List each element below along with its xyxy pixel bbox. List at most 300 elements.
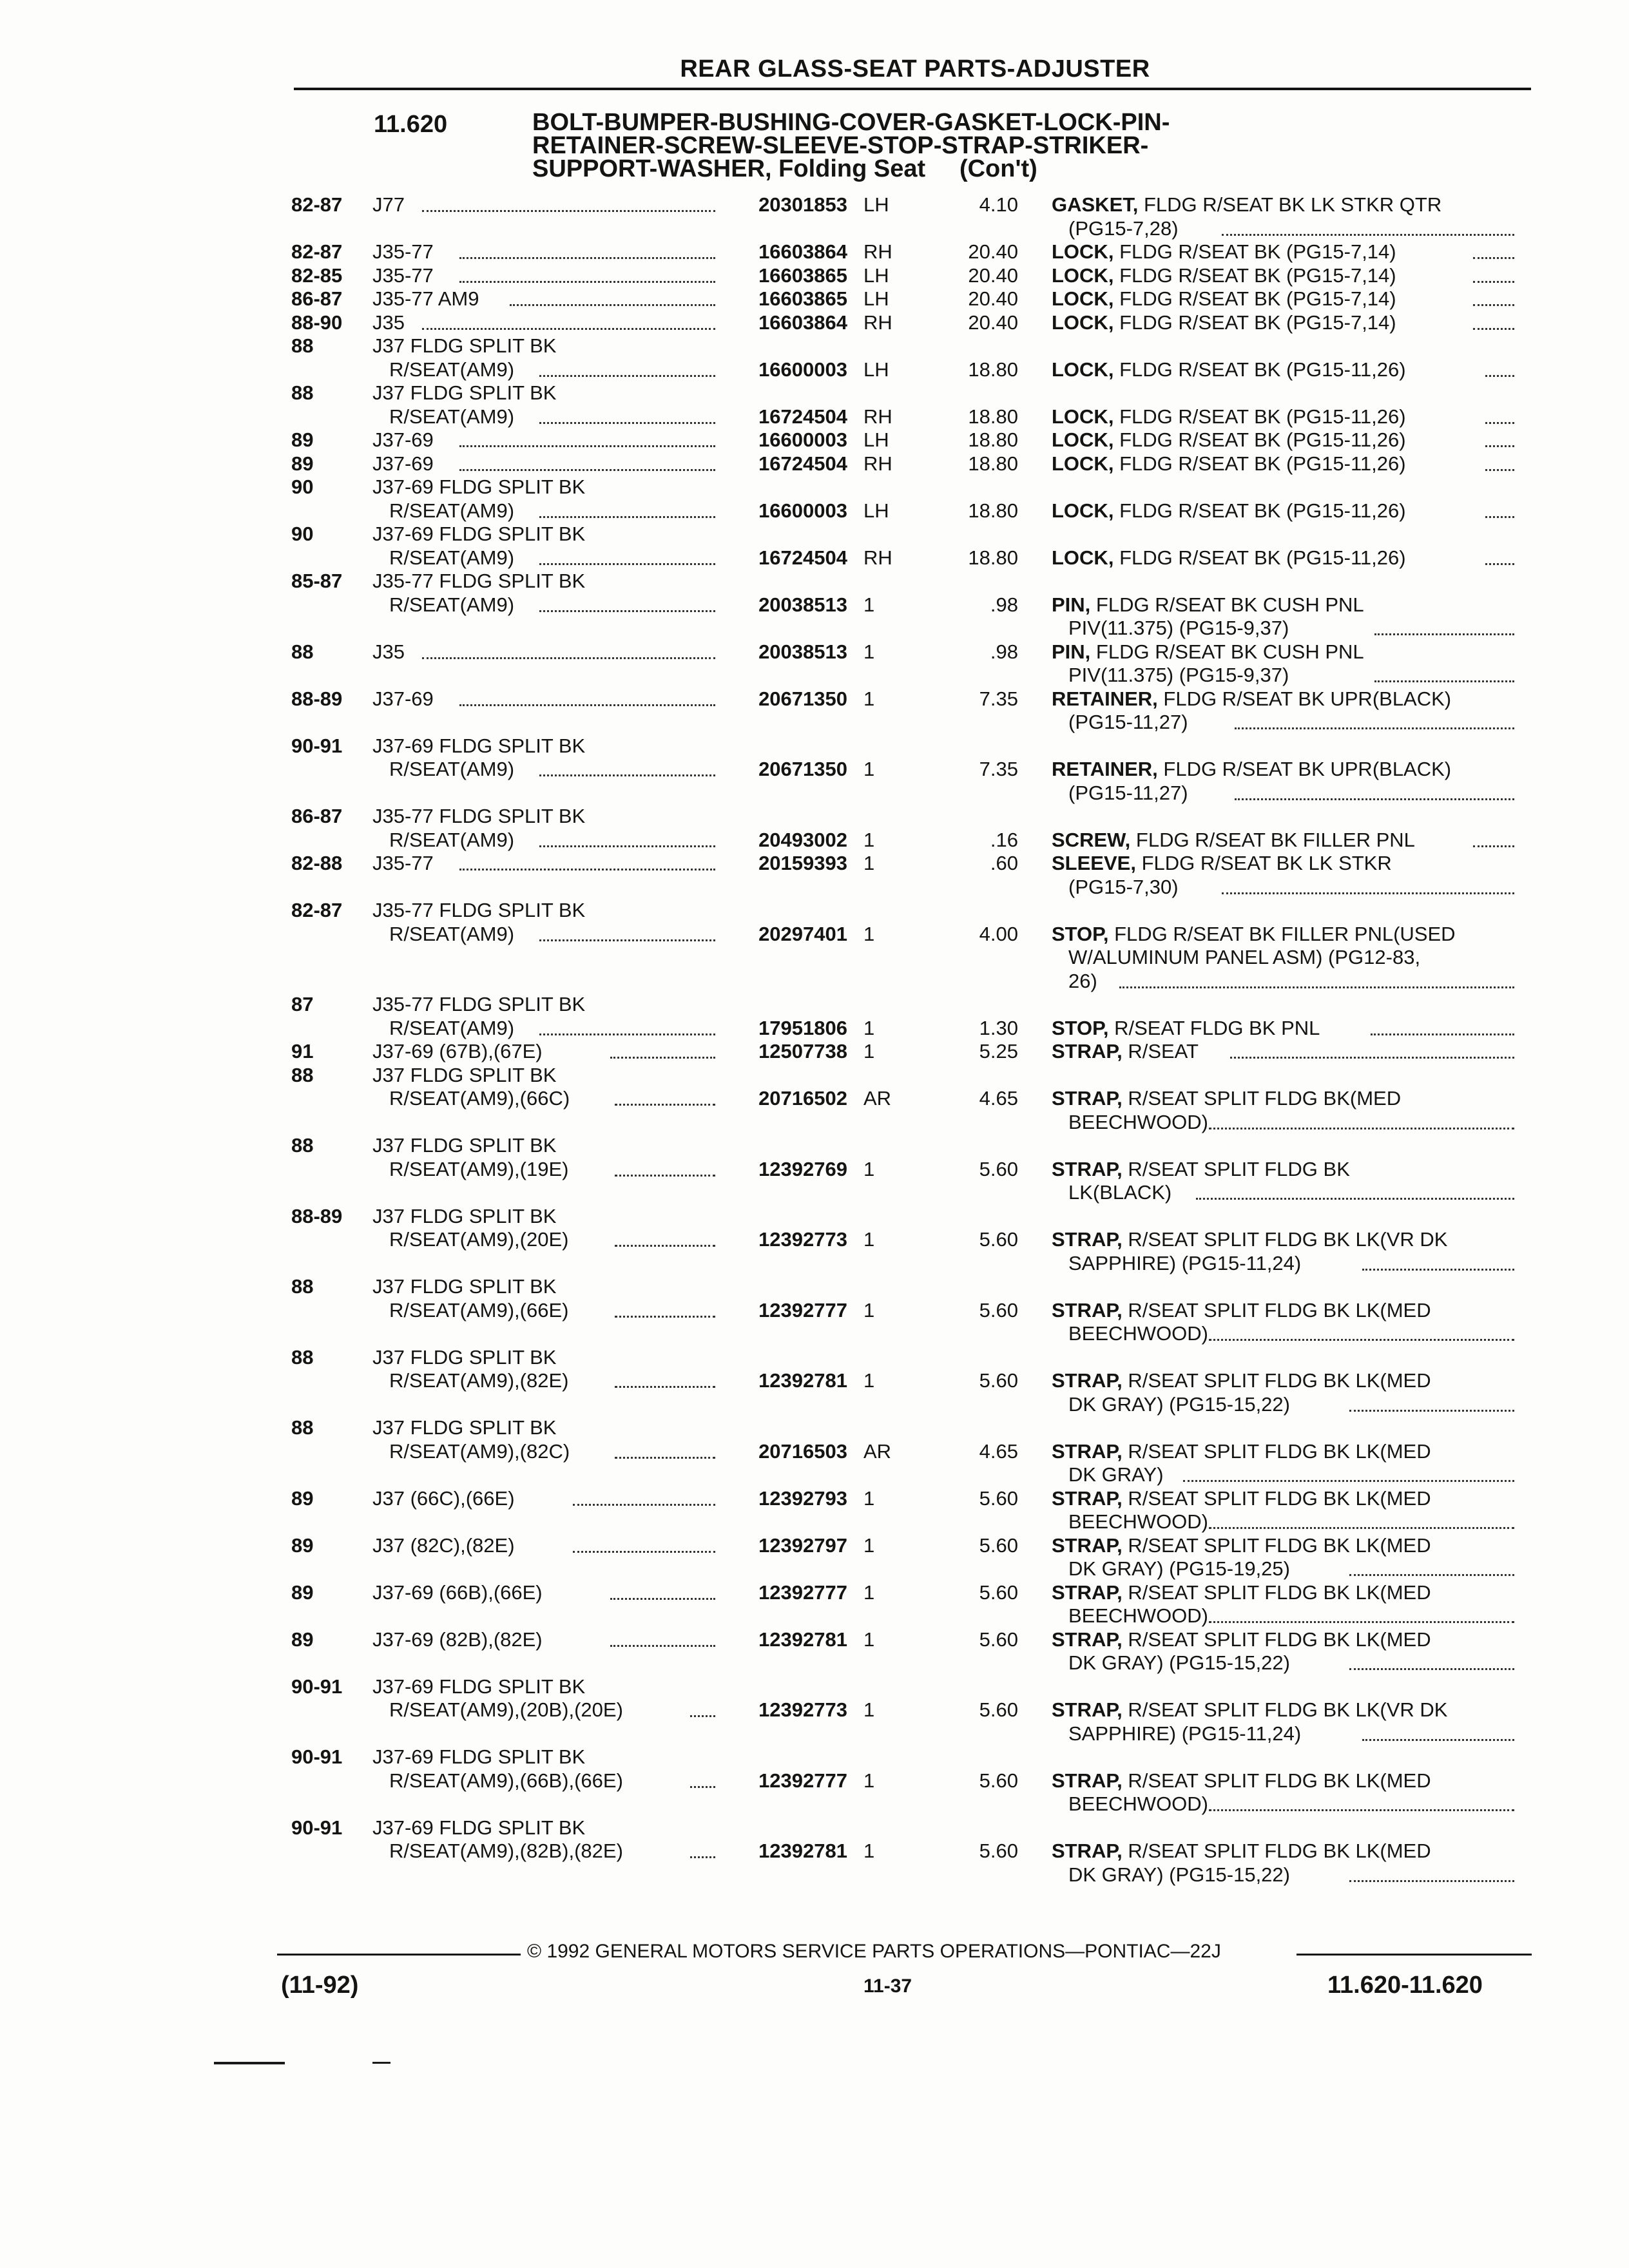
part-description <box>1052 311 1396 335</box>
quantity: 1 <box>863 922 875 945</box>
part-name: RETAINER, <box>1052 687 1158 710</box>
part-number: 16724504 <box>758 452 847 475</box>
model-code: J37 FLDG SPLIT BK <box>372 334 557 357</box>
model-code: R/SEAT(AM9),(66E) <box>389 1298 569 1321</box>
part-description <box>1052 1299 1431 1323</box>
model-code: R/SEAT(AM9),(82C) <box>389 1439 570 1463</box>
price: 20.40 <box>968 311 1018 334</box>
part-number: 12392769 <box>758 1157 847 1180</box>
part-name: SCREW, <box>1052 828 1131 851</box>
model-code: R/SEAT(AM9),(20B),(20E) <box>389 1698 623 1721</box>
parts-entry <box>0 899 1629 993</box>
part-description <box>1052 546 1406 570</box>
part-name: LOCK, <box>1052 358 1114 381</box>
model-year: 88 <box>291 334 314 357</box>
part-description <box>1052 1369 1431 1393</box>
parts-entry <box>0 476 1629 523</box>
part-description <box>1052 358 1406 382</box>
model-year: 89 <box>291 452 314 475</box>
model-code: J37 FLDG SPLIT BK <box>372 1063 557 1086</box>
footer-section-range: 11.620-11.620 <box>1327 1972 1483 1999</box>
leader-dots <box>1209 1338 1514 1341</box>
part-name: STRAP, <box>1052 1439 1123 1463</box>
parts-entry <box>0 640 1629 687</box>
part-description <box>1052 1698 1447 1722</box>
model-year: 89 <box>291 1486 314 1510</box>
parts-entry <box>0 1275 1629 1346</box>
part-description-text: BEECHWOOD) <box>1068 1322 1208 1345</box>
part-description <box>1052 593 1364 617</box>
price: 20.40 <box>968 264 1018 287</box>
part-description-text: SAPPHIRE) (PG15-11,24) <box>1068 1722 1302 1745</box>
parts-entry <box>0 264 1629 288</box>
part-description-text: BEECHWOOD) <box>1068 1604 1208 1627</box>
quantity: 1 <box>863 1016 875 1039</box>
model-code: J37 (82C),(82E) <box>372 1533 515 1557</box>
model-code: J37 (66C),(66E) <box>372 1486 515 1510</box>
part-name: LOCK, <box>1052 311 1114 334</box>
part-number: 16600003 <box>758 358 847 381</box>
model-code: J37-69 FLDG SPLIT BK <box>372 523 586 545</box>
parts-entry <box>0 381 1629 428</box>
part-description-text: R/SEAT SPLIT FLDG BK LK(MED <box>1128 1769 1431 1792</box>
quantity: 1 <box>863 1628 875 1651</box>
price: 5.60 <box>979 1769 1018 1792</box>
part-description-text: FLDG R/SEAT BK LK STKR <box>1141 852 1392 874</box>
footer-date: (11-92) <box>281 1972 359 1999</box>
price: 5.60 <box>979 1369 1018 1392</box>
part-description-text: R/SEAT <box>1128 1040 1199 1062</box>
part-name: LOCK, <box>1052 264 1114 287</box>
model-code: R/SEAT(AM9) <box>389 922 515 945</box>
leader-dots <box>1230 1055 1514 1059</box>
part-name: STRAP, <box>1052 1228 1123 1251</box>
part-name: GASKET, <box>1052 193 1139 216</box>
leader-dots <box>1371 1032 1514 1035</box>
footer-page-number: 11-37 <box>863 1975 912 1997</box>
model-code: R/SEAT(AM9),(19E) <box>389 1157 569 1180</box>
part-description-text: FLDG R/SEAT BK (PG15-7,14) <box>1119 240 1396 263</box>
price: 5.60 <box>979 1486 1018 1510</box>
leader-dots <box>1374 632 1514 635</box>
part-description <box>1068 1393 1290 1417</box>
leader-dots <box>1485 515 1514 518</box>
model-code: J35-77 <box>372 240 434 263</box>
leader-dots <box>1485 444 1514 447</box>
price: 5.60 <box>979 1581 1018 1604</box>
price: 5.60 <box>979 1840 1018 1862</box>
part-description <box>1052 452 1406 476</box>
part-name: STRAP, <box>1052 1581 1123 1604</box>
part-description <box>1052 1228 1447 1252</box>
part-description <box>1052 287 1396 311</box>
part-description <box>1052 1534 1431 1558</box>
model-year: 88 <box>291 1275 314 1298</box>
part-name: LOCK, <box>1052 405 1114 428</box>
price: 7.35 <box>979 758 1018 780</box>
part-number: 17951806 <box>758 1016 847 1039</box>
price: 20.40 <box>968 287 1018 310</box>
quantity: LH <box>863 193 889 216</box>
price: 4.00 <box>979 922 1018 945</box>
price: .16 <box>990 828 1018 851</box>
part-description-text: FLDG R/SEAT BK CUSH PNL <box>1095 593 1364 616</box>
part-description-text: FLDG R/SEAT BK (PG15-7,14) <box>1119 311 1396 334</box>
model-code: R/SEAT(AM9) <box>389 358 515 381</box>
part-number: 16603865 <box>758 287 847 310</box>
model-code: R/SEAT(AM9) <box>389 546 515 569</box>
price: 18.80 <box>968 452 1018 475</box>
quantity: LH <box>863 264 889 287</box>
part-description-text: FLDG R/SEAT BK FILLER PNL <box>1135 828 1415 851</box>
model-code: J37 FLDG SPLIT BK <box>372 1134 557 1157</box>
model-code: R/SEAT(AM9) <box>389 499 515 522</box>
model-year: 89 <box>291 1581 314 1604</box>
part-description-text: DK GRAY) (PG15-15,22) <box>1068 1863 1290 1886</box>
part-description-text: PIV(11.375) (PG15-9,37) <box>1068 664 1289 686</box>
part-description <box>1068 617 1289 640</box>
leader-dots <box>1485 468 1514 471</box>
parts-entry <box>0 805 1629 852</box>
part-name: LOCK, <box>1052 287 1114 310</box>
part-description <box>1068 970 1097 994</box>
part-name: STOP, <box>1052 1016 1109 1039</box>
model-year: 87 <box>291 993 314 1015</box>
price: 4.10 <box>979 193 1018 216</box>
parts-entry <box>0 428 1629 452</box>
leader-dots <box>1209 1126 1514 1129</box>
section-number: 11.620 <box>374 111 448 138</box>
part-number: 16603864 <box>758 311 847 334</box>
part-description-text: BEECHWOOD) <box>1068 1510 1208 1533</box>
part-name: STRAP, <box>1052 1486 1123 1510</box>
model-code: J37-69 FLDG SPLIT BK <box>372 1745 586 1768</box>
part-description-text: R/SEAT SPLIT FLDG BK(MED <box>1128 1087 1402 1110</box>
quantity: 1 <box>863 828 875 851</box>
section-title-line: BOLT-BUMPER-BUSHING-COVER-GASKET-LOCK-PIN- <box>532 109 1170 136</box>
part-number: 12392773 <box>758 1228 847 1251</box>
part-description <box>1068 1792 1208 1816</box>
leader-dots <box>1222 891 1514 894</box>
model-code: J35 <box>372 311 405 334</box>
parts-entry <box>0 240 1629 264</box>
section-title <box>532 111 1434 180</box>
part-description <box>1052 1040 1199 1064</box>
price: 4.65 <box>979 1087 1018 1110</box>
parts-entry <box>0 1581 1629 1628</box>
part-name: PIN, <box>1052 593 1091 616</box>
footer-copyright: © 1992 GENERAL MOTORS SERVICE PARTS OPERATIONS—PONTIAC—22J <box>527 1941 1221 1962</box>
part-description-text: R/SEAT SPLIT FLDG BK LK(MED <box>1128 1840 1431 1862</box>
part-description-text: FLDG R/SEAT BK (PG15-11,26) <box>1119 452 1406 475</box>
part-description-text: R/SEAT FLDG BK PNL <box>1114 1016 1320 1039</box>
part-description-text: FLDG R/SEAT BK (PG15-11,26) <box>1119 499 1406 522</box>
model-code: J37-69 FLDG SPLIT BK <box>372 1816 586 1839</box>
model-code: J35-77 FLDG SPLIT BK <box>372 570 586 592</box>
price: 18.80 <box>968 358 1018 381</box>
parts-entry <box>0 193 1629 240</box>
parts-entry <box>0 735 1629 805</box>
parts-entry <box>0 1040 1629 1064</box>
part-name: STOP, <box>1052 922 1109 945</box>
leader-dots <box>1485 421 1514 424</box>
part-description-text: (PG15-11,27) <box>1068 711 1188 733</box>
part-number: 20297401 <box>758 922 847 945</box>
model-code: R/SEAT(AM9),(82B),(82E) <box>389 1840 623 1862</box>
parts-entry <box>0 1416 1629 1487</box>
model-year: 88-90 <box>291 311 343 334</box>
parts-entry <box>0 1675 1629 1746</box>
model-code: J37-69 (82B),(82E) <box>372 1628 543 1651</box>
quantity: 1 <box>863 852 875 874</box>
model-code: R/SEAT(AM9),(20E) <box>389 1228 569 1251</box>
quantity: RH <box>863 546 892 569</box>
part-name: LOCK, <box>1052 499 1114 522</box>
part-description <box>1052 829 1415 852</box>
model-code: R/SEAT(AM9),(66B),(66E) <box>389 1769 623 1792</box>
model-year: 88 <box>291 1063 314 1086</box>
model-code: J37-69 FLDG SPLIT BK <box>372 1675 586 1698</box>
model-year: 89 <box>291 1533 314 1557</box>
price: 5.25 <box>979 1040 1018 1062</box>
price: 5.60 <box>979 1298 1018 1321</box>
model-code: R/SEAT(AM9) <box>389 758 515 780</box>
model-year: 82-88 <box>291 852 343 874</box>
quantity: 1 <box>863 1840 875 1862</box>
part-number: 20038513 <box>758 640 847 663</box>
part-description-text: DK GRAY) (PG15-19,25) <box>1068 1557 1290 1580</box>
model-code: J35-77 <box>372 264 434 287</box>
parts-entry <box>0 1205 1629 1276</box>
leader-dots <box>1235 797 1514 800</box>
leader-dots <box>1183 1479 1514 1482</box>
price: 5.60 <box>979 1698 1018 1721</box>
part-name: STRAP, <box>1052 1628 1123 1651</box>
part-name: STRAP, <box>1052 1533 1123 1557</box>
quantity: RH <box>863 240 892 263</box>
quantity: 1 <box>863 640 875 663</box>
model-code: J37-69 FLDG SPLIT BK <box>372 476 586 498</box>
part-description-text: FLDG R/SEAT BK UPR(BLACK) <box>1163 758 1452 780</box>
model-year: 91 <box>291 1040 314 1062</box>
model-year: 88 <box>291 1134 314 1157</box>
quantity: LH <box>863 428 889 451</box>
part-description-text: FLDG R/SEAT BK (PG15-11,26) <box>1119 405 1406 428</box>
model-code: J35-77 FLDG SPLIT BK <box>372 899 586 921</box>
part-description-text: R/SEAT SPLIT FLDG BK LK(MED <box>1128 1581 1431 1604</box>
model-code: J37 FLDG SPLIT BK <box>372 1275 557 1298</box>
parts-entry <box>0 311 1629 335</box>
parts-entry <box>0 1534 1629 1581</box>
part-name: LOCK, <box>1052 240 1114 263</box>
part-description-text: FLDG R/SEAT BK (PG15-11,26) <box>1119 546 1406 569</box>
part-description-text: R/SEAT SPLIT FLDG BK LK(MED <box>1128 1628 1431 1651</box>
part-number: 20493002 <box>758 828 847 851</box>
model-year: 88 <box>291 1416 314 1439</box>
model-code: J37 FLDG SPLIT BK <box>372 1345 557 1369</box>
part-description-text: SAPPHIRE) (PG15-11,24) <box>1068 1251 1302 1274</box>
model-year: 82-85 <box>291 264 343 287</box>
model-code: J77 <box>372 193 405 216</box>
price: 18.80 <box>968 405 1018 428</box>
part-description <box>1052 405 1406 429</box>
parts-entry <box>0 993 1629 1040</box>
leader-dots <box>1473 844 1514 847</box>
part-description <box>1068 1181 1171 1205</box>
part-number: 12392781 <box>758 1840 847 1862</box>
part-description-text: FLDG R/SEAT BK (PG15-11,26) <box>1119 358 1406 381</box>
part-description <box>1068 1463 1164 1487</box>
part-description <box>1068 1322 1208 1346</box>
part-description-text: FLDG R/SEAT BK FILLER PNL(USED <box>1114 922 1456 945</box>
part-description-text: 26) <box>1068 969 1097 992</box>
part-name: STRAP, <box>1052 1840 1123 1862</box>
part-name: STRAP, <box>1052 1087 1123 1110</box>
quantity: 1 <box>863 1369 875 1392</box>
part-description-text: R/SEAT SPLIT FLDG BK LK(MED <box>1128 1369 1431 1392</box>
model-code: J35 <box>372 640 405 663</box>
model-code: J37-69 (67B),(67E) <box>372 1040 543 1062</box>
quantity: AR <box>863 1087 892 1110</box>
part-number: 20671350 <box>758 687 847 710</box>
part-number: 20716502 <box>758 1087 847 1110</box>
part-name: PIN, <box>1052 640 1091 663</box>
model-code: R/SEAT(AM9) <box>389 1016 515 1039</box>
part-name: LOCK, <box>1052 428 1114 451</box>
part-number: 20038513 <box>758 593 847 616</box>
model-year: 90-91 <box>291 1745 343 1768</box>
parts-entry <box>0 1064 1629 1135</box>
model-code: R/SEAT(AM9) <box>389 405 515 428</box>
leader-dots <box>1473 256 1514 259</box>
part-description <box>1068 711 1188 735</box>
part-number: 20671350 <box>758 758 847 780</box>
quantity: RH <box>863 452 892 475</box>
model-year: 86-87 <box>291 287 343 310</box>
price: 18.80 <box>968 428 1018 451</box>
model-year: 90-91 <box>291 1675 343 1698</box>
part-description-text: BEECHWOOD) <box>1068 1792 1208 1815</box>
footer-rule-left <box>277 1954 521 1956</box>
part-description <box>1068 1651 1290 1675</box>
quantity: 1 <box>863 758 875 780</box>
part-number: 16603864 <box>758 240 847 263</box>
part-description-text: FLDG R/SEAT BK (PG15-7,14) <box>1119 264 1396 287</box>
parts-entry <box>0 1134 1629 1205</box>
part-description <box>1068 664 1289 687</box>
model-code: R/SEAT(AM9),(66C) <box>389 1087 570 1110</box>
part-description <box>1052 1769 1431 1793</box>
leader-dots <box>1362 1267 1514 1271</box>
price: 20.40 <box>968 240 1018 263</box>
leader-dots <box>1209 1526 1514 1529</box>
part-number: 12392777 <box>758 1298 847 1321</box>
model-year: 90-91 <box>291 734 343 757</box>
part-description-text: FLDG R/SEAT BK (PG15-7,14) <box>1119 287 1396 310</box>
model-year: 82-87 <box>291 193 343 216</box>
part-description <box>1068 1510 1208 1534</box>
quantity: 1 <box>863 593 875 616</box>
parts-entry <box>0 523 1629 570</box>
part-description <box>1052 852 1392 876</box>
part-description <box>1052 923 1456 947</box>
parts-entry <box>0 1487 1629 1534</box>
part-description-text: FLDG R/SEAT BK CUSH PNL <box>1095 640 1364 663</box>
part-name: STRAP, <box>1052 1298 1123 1321</box>
part-description-text: PIV(11.375) (PG15-9,37) <box>1068 617 1289 639</box>
part-description-text: R/SEAT SPLIT FLDG BK <box>1128 1157 1350 1180</box>
quantity: 1 <box>863 1298 875 1321</box>
part-description <box>1068 1111 1208 1135</box>
part-description-text: W/ALUMINUM PANEL ASM) (PG12-83, <box>1068 946 1421 968</box>
model-code: J37-69 <box>372 452 434 475</box>
leader-dots <box>1473 327 1514 330</box>
part-number: 20159393 <box>758 852 847 874</box>
part-description <box>1068 876 1179 899</box>
leader-dots <box>1362 1738 1514 1741</box>
model-code: J37 FLDG SPLIT BK <box>372 381 557 404</box>
price: 5.60 <box>979 1628 1018 1651</box>
parts-entry <box>0 1816 1629 1887</box>
part-name: STRAP, <box>1052 1769 1123 1792</box>
part-description-text: FLDG R/SEAT BK UPR(BLACK) <box>1163 687 1452 710</box>
model-code: J35-77 AM9 <box>372 287 479 310</box>
part-description-text: BEECHWOOD) <box>1068 1110 1208 1133</box>
part-description-text: FLDG R/SEAT BK (PG15-11,26) <box>1119 428 1406 451</box>
leader-dots <box>1119 985 1514 988</box>
leader-dots <box>1473 280 1514 283</box>
quantity: 1 <box>863 1228 875 1251</box>
part-name: LOCK, <box>1052 546 1114 569</box>
leader-dots <box>1235 726 1514 729</box>
part-name: LOCK, <box>1052 452 1114 475</box>
part-description-text: FLDG R/SEAT BK LK STKR QTR <box>1143 193 1442 216</box>
part-description <box>1052 758 1451 782</box>
model-code: R/SEAT(AM9),(82E) <box>389 1369 569 1392</box>
footer-rule-right <box>1296 1954 1532 1956</box>
part-description <box>1068 1863 1290 1887</box>
model-year: 85-87 <box>291 570 343 592</box>
model-code: J37 FLDG SPLIT BK <box>372 1416 557 1439</box>
part-description <box>1052 1158 1350 1182</box>
part-description-text: (PG15-7,30) <box>1068 875 1179 898</box>
quantity: 1 <box>863 1533 875 1557</box>
model-year: 88-89 <box>291 687 343 710</box>
part-description-text: R/SEAT SPLIT FLDG BK LK(MED <box>1128 1533 1431 1557</box>
part-number: 12392777 <box>758 1581 847 1604</box>
part-number: 12392777 <box>758 1769 847 1792</box>
model-year: 82-87 <box>291 240 343 263</box>
part-description-text: R/SEAT SPLIT FLDG BK LK(VR DK <box>1128 1698 1448 1721</box>
quantity: 1 <box>863 1769 875 1792</box>
price: 5.60 <box>979 1228 1018 1251</box>
leader-dots <box>1349 1408 1514 1412</box>
part-name: RETAINER, <box>1052 758 1158 780</box>
model-year: 88 <box>291 381 314 404</box>
part-description <box>1068 782 1188 805</box>
price: .98 <box>990 593 1018 616</box>
model-year: 88-89 <box>291 1204 343 1227</box>
part-description-text: DK GRAY) <box>1068 1463 1164 1486</box>
part-number: 12507738 <box>758 1040 847 1062</box>
model-code: J37 FLDG SPLIT BK <box>372 1204 557 1227</box>
part-description <box>1052 264 1396 288</box>
part-description <box>1052 1440 1431 1464</box>
header-rule <box>294 88 1531 90</box>
part-description <box>1052 240 1396 264</box>
part-description <box>1068 1604 1208 1628</box>
part-description <box>1052 1087 1401 1111</box>
